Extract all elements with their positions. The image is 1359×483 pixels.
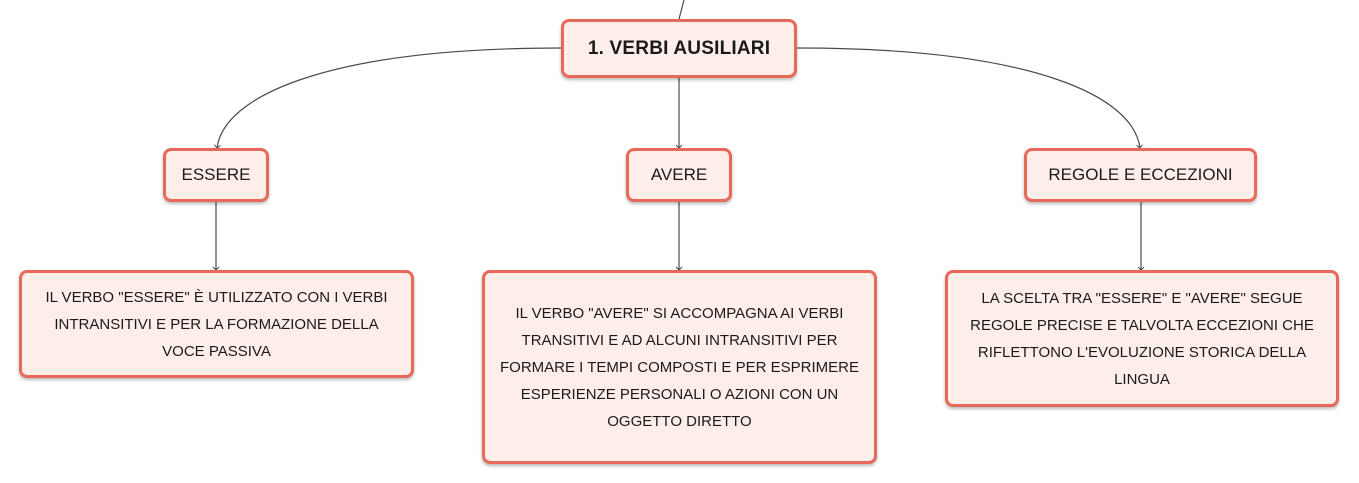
branch-node-essere-label: ESSERE [181, 165, 251, 184]
detail-node-essere[interactable] [19, 270, 414, 378]
branch-node-regole-e-eccezioni[interactable] [1024, 148, 1257, 202]
branch-node-avere-label: AVERE [650, 165, 708, 184]
detail-node-avere-text: IL VERBO "AVERE" SI ACCOMPAGNA AI VERBI TRANSITIVI E AD ALCUNI INTRANSITIVI PER FORMARE I TEMPI COMPOSTI E PER ESPRIMERE ESPERIENZE PERSONALI O AZIONI CON UN OGGETTO DIRETTO [500, 304, 859, 430]
root-node-label: 1. VERBI AUSILIARI [587, 37, 771, 59]
detail-node-regole-text: LA SCELTA TRA "ESSERE" E "AVERE" SEGUE REGOLE PRECISE E TALVOLTA ECCEZIONI CHE RIFLETTONO L'EVOLUZIONE STORICA DELLA LINGUA [970, 289, 1314, 388]
detail-node-regole-e-eccezioni[interactable] [945, 270, 1339, 407]
detail-node-essere-text: IL VERBO "ESSERE" È UTILIZZATO CON I VERBI INTRANSITIVI E PER LA FORMAZIONE DELLA VOCE PASSIVA [45, 288, 388, 360]
root-node[interactable] [561, 19, 797, 78]
connector-root-to-essere [217, 48, 561, 148]
connector-parent-to-root [679, 0, 684, 19]
detail-node-avere[interactable] [482, 270, 877, 464]
connector-root-to-regole [797, 48, 1140, 148]
branch-node-essere[interactable] [163, 148, 269, 202]
branch-node-regole-label: REGOLE E ECCEZIONI [1048, 165, 1233, 184]
branch-node-avere[interactable] [626, 148, 732, 202]
